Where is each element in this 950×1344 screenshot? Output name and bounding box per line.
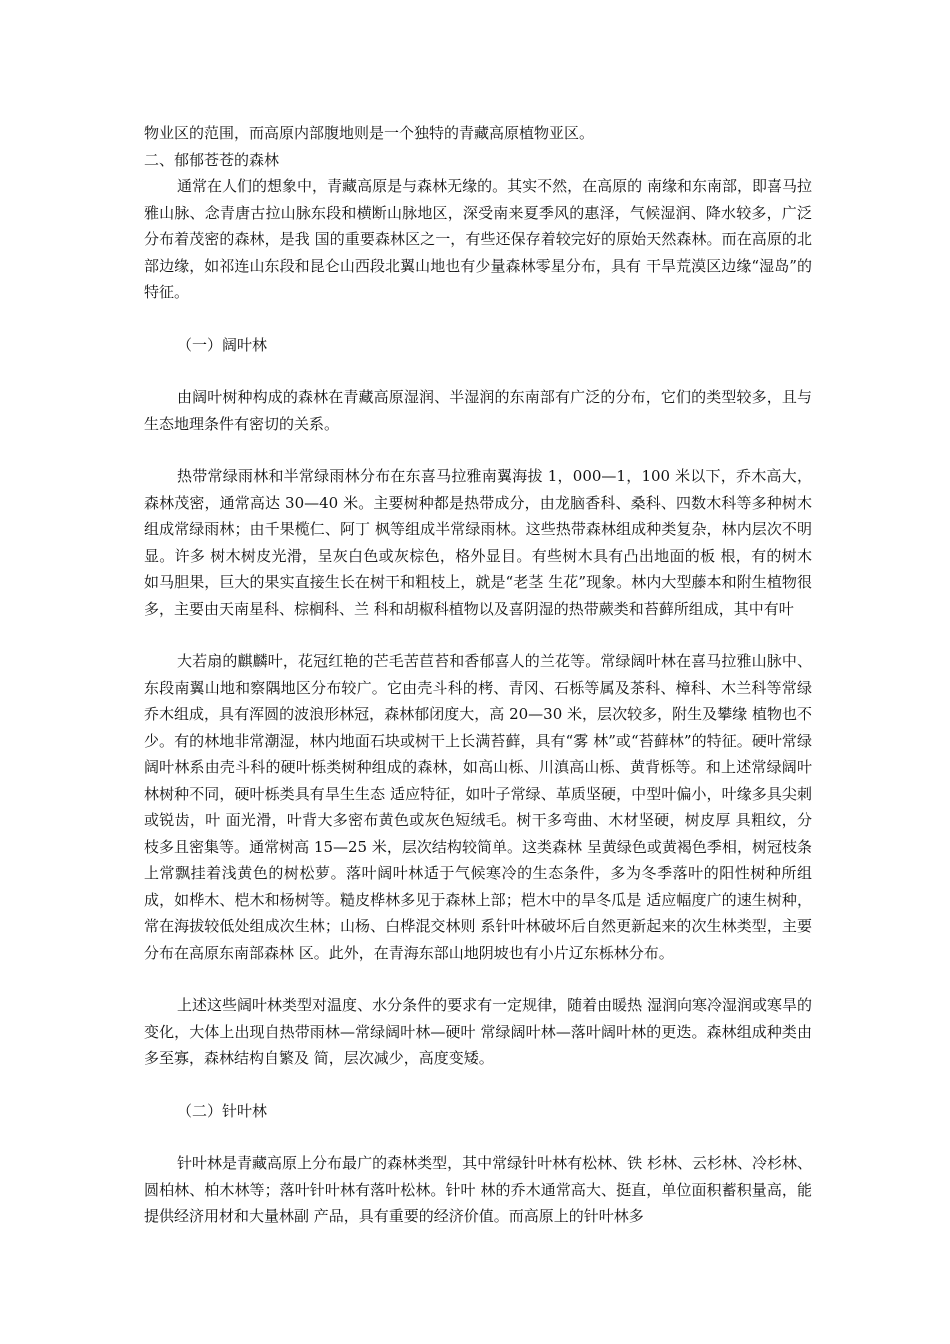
conifer-paragraph: 针叶林是青藏高原上分布最广的森林类型，其中常绿针叶林有松林、铁 杉林、云杉林、冷杉林、圆柏林、柏木林等；落叶针叶林有落叶松林。针叶 林的乔木通常高大、挺直，单位面积蓄积量高，能提供经济用材和大量林副 产品，具有重要的经济价值。而高原上的针叶林多 xyxy=(144,1154,812,1225)
continuation-line: 物业区的范围，而高原内部腹地则是一个独特的青藏高原植物亚区。 xyxy=(144,124,595,142)
paragraph-spacer xyxy=(144,358,812,384)
rainforest-paragraph: 热带常绿雨林和半常绿雨林分布在东喜马拉雅南翼海拔 1，000—1，100 米以下，乔木高大，森林茂密，通常高达 30—40 米。主要树种都是热带成分，由龙脑香科、桑科、四数木科等多种树木组成常绿雨林；由千果榄仁、阿丁 枫等组成半常绿雨林。这些热带森林组成种类复杂，林内层次不明显。许多 树木树皮光滑，呈灰白色或灰棕色，格外显目。有些树木具有凸出地面的板 根，有的树木如马胆果，巨大的果实直接生长在树干和粗枝上，就是“老茎 生花”现象。林内大型藤本和附生植物很多，主要由天南星科、棕榈科、兰 科和胡椒科植物以及喜阴湿的热带蕨类和苔藓所组成，其中有叶 xyxy=(144,467,812,618)
paragraph-spacer xyxy=(144,966,812,992)
paragraph-spacer xyxy=(144,437,812,463)
paragraph-spacer xyxy=(144,306,812,332)
chapter-heading: 二、郁郁苍苍的森林 xyxy=(144,150,280,169)
paragraph-spacer xyxy=(144,1124,812,1150)
paragraph-spacer xyxy=(144,1072,812,1098)
intro-paragraph: 通常在人们的想象中，青藏高原是与森林无缘的。其实不然，在高原的 南缘和东南部，即喜马拉雅山脉、念青唐古拉山脉东段和横断山脉地区，深受南来夏季风的惠泽，气候湿润、降水较多，广泛分布着茂密的森林，是我 国的重要森林区之一，有些还保存着较完好的原始天然森林。而在高原的北 部边缘，如祁连山东段和昆仑山西段北翼山地也有少量森林零星分布，具有 干旱荒漠区边缘“湿岛”的特征。 xyxy=(144,177,812,301)
succession-paragraph: 上述这些阔叶林类型对温度、水分条件的要求有一定规律，随着由暖热 湿润向寒冷湿润或寒旱的变化，大体上出现自热带雨林—常绿阔叶林—硬叶 常绿阔叶林—落叶阔叶林的更迭。森林组成种类由多至寡，森林结构自繁及 简，层次减少，高度变矮。 xyxy=(144,996,812,1067)
section-heading-conifer: （二）针叶林 xyxy=(177,1101,268,1120)
section-heading-broadleaf: （一）阔叶林 xyxy=(177,335,268,354)
document-body xyxy=(144,120,812,1230)
paragraph-spacer xyxy=(144,622,812,648)
broadleaf-intro-paragraph: 由阔叶树种构成的森林在青藏高原湿润、半湿润的东南部有广泛的分布，它们的类型较多，且与生态地理条件有密切的关系。 xyxy=(144,388,812,433)
evergreen-paragraph: 大若扇的麒麟叶，花冠红艳的芒毛苦苣苔和香郁喜人的兰花等。常绿阔叶林在喜马拉雅山脉中、东段南翼山地和察隅地区分布较广。它由壳斗科的栲、青冈、石栎等属及茶科、樟科、木兰科等常绿乔木组成，具有浑圆的波浪形林冠，森林郁闭度大，高 20—30 米，层次较多，附生及攀缘 植物也不少。有的林地非常潮湿，林内地面石块或树干上长满苔藓，具有“雾 林”或“苔藓林”的特征。硬叶常绿阔叶林系由壳斗科的硬叶栎类树种组成的森林，如高山栎、川滇高山栎、黄背栎等。和上述常绿阔叶林树种不同，硬叶栎类具有旱生生态 适应特征，如叶子常绿、革质坚硬，中型叶偏小，叶缘多具尖刺或锐齿，叶 面光滑，叶背大多密布黄色或灰色短绒毛。树干多弯曲、木材坚硬，树皮厚 具粗纹，分枝多且密集等。通常树高 15—25 米，层次结构较简单。这类森林 呈黄绿色或黄褐色季相，树冠枝条上常飘挂着浅黄色的树松萝。落叶阔叶林适于气候寒冷的生态条件，多为冬季落叶的阳性树种所组成，如桦木、桤木和杨树等。糙皮桦林多见于森林上部；桤木中的旱冬瓜是 适应幅度广的速生树种，常在海拔较低处组成次生林；山杨、白桦混交林则 系针叶林破坏后自然更新起来的次生林类型，主要分布在高原东南部森林 区。此外，在青海东部山地阴坡也有小片辽东栎林分布。 xyxy=(144,652,812,962)
